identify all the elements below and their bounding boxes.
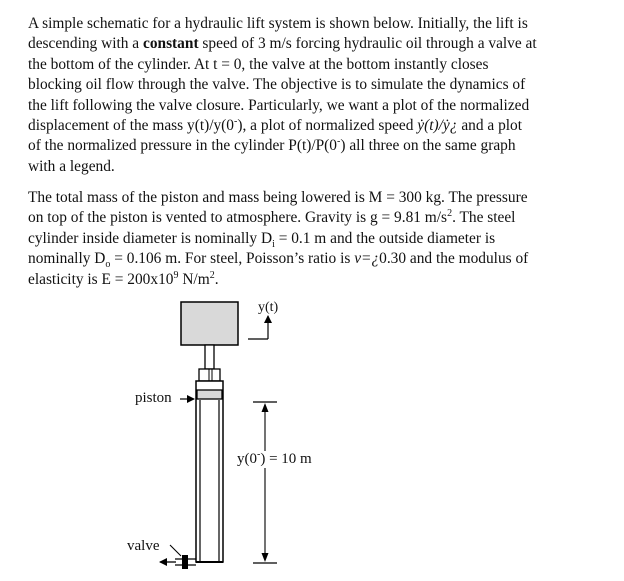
text-span: displacement of the mass y(t)/y(0 bbox=[28, 117, 235, 135]
y-t-label: y(t) bbox=[258, 300, 279, 315]
text-span: of the normalized pressure in the cylinder P(t)/P(0 bbox=[28, 137, 338, 155]
text-span: cylinder inside diameter is nominally D bbox=[28, 229, 273, 247]
text-span: . bbox=[214, 270, 219, 288]
superscript-two: 2 bbox=[447, 208, 453, 220]
text-span: nominally D bbox=[28, 250, 106, 268]
subscript-o: o bbox=[105, 259, 111, 271]
text-span: ) all three on the same graph bbox=[340, 137, 516, 155]
text-span: descending with a bbox=[28, 35, 143, 53]
subscript-i: i bbox=[272, 238, 275, 250]
piston-rod bbox=[205, 345, 214, 369]
text-span: and a plot bbox=[457, 117, 523, 135]
superscript-two: 2 bbox=[209, 269, 215, 281]
text-span: the bottom of the cylinder. At t = 0, the valve at the bottom instantly closes bbox=[28, 55, 489, 73]
superscript-nine: 9 bbox=[173, 269, 179, 281]
valve-label: valve bbox=[127, 538, 160, 554]
text-span: The total mass of the piston and mass being lowered is M = 300 kg. The pressure bbox=[28, 189, 528, 206]
text-span: 0.30 and the modulus of bbox=[379, 250, 529, 268]
poisson-symbol: ν=¿ bbox=[354, 250, 380, 268]
text-span: elasticity is E = 200x10 bbox=[28, 270, 174, 288]
y0-dimension-label bbox=[236, 451, 313, 468]
mass-block bbox=[181, 302, 238, 345]
piston bbox=[197, 390, 222, 399]
valve-body bbox=[182, 555, 188, 569]
text-span: ), a plot of normalized speed bbox=[237, 117, 418, 135]
superscript-minus: - bbox=[234, 115, 238, 127]
superscript-minus: - bbox=[257, 449, 261, 460]
text-span: A simple schematic for a hydraulic lift system is shown below. Initially, the lift is bbox=[28, 15, 528, 32]
text-span: blocking oil flow through the valve. The objective is to simulate the dynamics of bbox=[28, 76, 526, 94]
dimension-arrow-up bbox=[262, 403, 269, 412]
text-span: = 0.106 m. For steel, Poisson’s ratio is bbox=[110, 250, 355, 268]
superscript-minus: - bbox=[337, 136, 341, 148]
emphasis-constant: constant bbox=[142, 35, 199, 53]
dimension-arrow-down bbox=[262, 553, 269, 562]
piston-label: piston bbox=[135, 390, 172, 406]
text-span: with a legend. bbox=[28, 157, 115, 175]
text-span: . The steel bbox=[452, 209, 516, 227]
text-span: on top of the piston is vented to atmosphere. Gravity is g = 9.81 m/s bbox=[28, 209, 448, 227]
y0-text: y(0 bbox=[237, 451, 257, 467]
y0-value: ) = 10 m bbox=[260, 451, 312, 467]
text-span: N/m bbox=[178, 270, 210, 288]
normalized-speed-expression: ẏ(t)/ẏ¿ bbox=[417, 117, 458, 135]
valve-pointer-line bbox=[170, 545, 181, 556]
text-span: the lift following the valve closure. Particularly, we want a plot of the normalized bbox=[28, 96, 530, 114]
text-span: = 0.1 m and the outside diameter is bbox=[274, 229, 496, 247]
text-span: speed of 3 m/s forcing hydraulic oil through a valve at bbox=[198, 35, 537, 53]
